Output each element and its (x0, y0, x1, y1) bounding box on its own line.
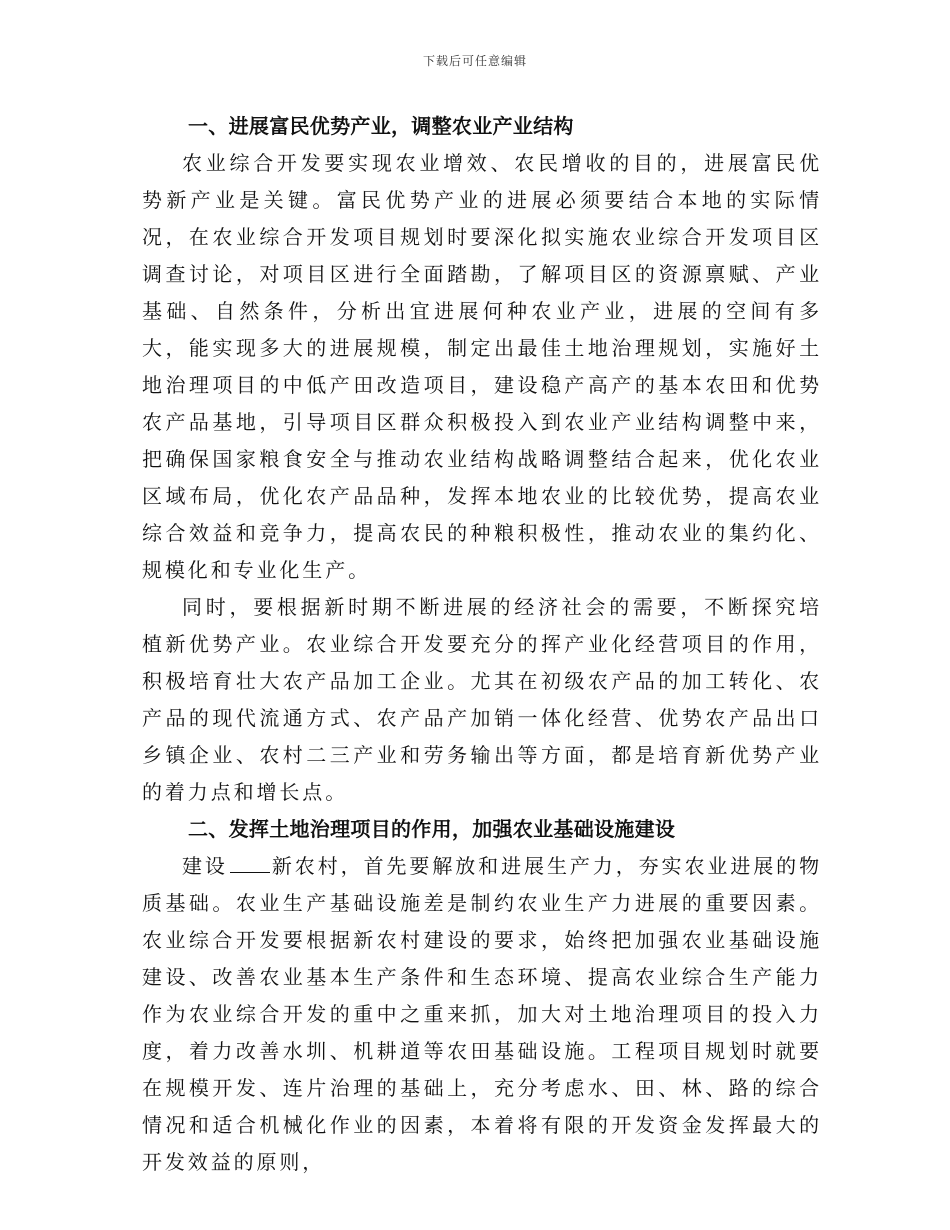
paragraph-start-text: 建设 (182, 854, 228, 878)
section1-paragraph-2: 同时，要根据新时期不断进展的经济社会的需要，不断探究培植新优势产业。农业综合开发要充分的挥产业化经营项目的作用，积极培育壮大农产品加工企业。尤其在初级农产品的加工转化、农产品的现代流通方式、农产品产加销一体化经营、优势农产品出口乡镇企业、农村二三产业和劳务输出等方面，都是培育新优势产业的着力点和增长点。 (142, 595, 822, 804)
section1-paragraph-1: 农业综合开发要实现农业增效、农民增收的目的，进展富民优势新产业是关键。富民优势产业的进展必须要结合本地的实际情况，在农业综合开发项目规划时要深化拟实施农业综合开发项目区调查讨论，对项目区进行全面踏勘，了解项目区的资源禀赋、产业基础、自然条件，分析出宜进展何种农业产业，进展的空间有多大，能实现多大的进展规模，制定出最佳土地治理规划，实施好土地治理项目的中低产田改造项目，建设稳产高产的基本农田和优势农产品基地，引导项目区群众积极投入到农业产业结构调整中来，把确保国家粮食安全与推动农业结构战略调整结合起来，优化农业区域布局，优化农产品品种，发挥本地农业的比较优势，提高农业综合效益和竞争力，提高农民的种粮积极性，推动农业的集约化、规模化和专业化生产。 (142, 151, 822, 582)
section2-paragraph-1 (142, 848, 822, 1181)
blank-underline (230, 854, 270, 873)
document-body (142, 108, 822, 1181)
section-heading-1: 一、进展富民优势产业，调整农业产业结构 (188, 114, 574, 138)
section-heading-2: 二、发挥土地治理项目的作用，加强农业基础设施建设 (188, 817, 676, 841)
page-header: 下载后可任意编辑 (422, 54, 527, 68)
paragraph-rest-text: 新农村，首先要解放和进展生产力，夯实农业进展的物质基础。农业生产基础设施差是制约农业生产力进展的重要因素。农业综合开发要根据新农村建设的要求，始终把加强农业基础设施建设、改善农业基本生产条件和生态环境、提高农业综合生产能力作为农业综合开发的重中之重来抓，加大对土地治理项目的投入力度，着力改善水圳、机耕道等农田基础设施。工程项目规划时就要在规模开发、连片治理的基础上，充分考虑水、田、林、路的综合情况和适合机械化作业的因素，本着将有限的开发资金发挥最大的开发效益的原则， (142, 854, 822, 1174)
